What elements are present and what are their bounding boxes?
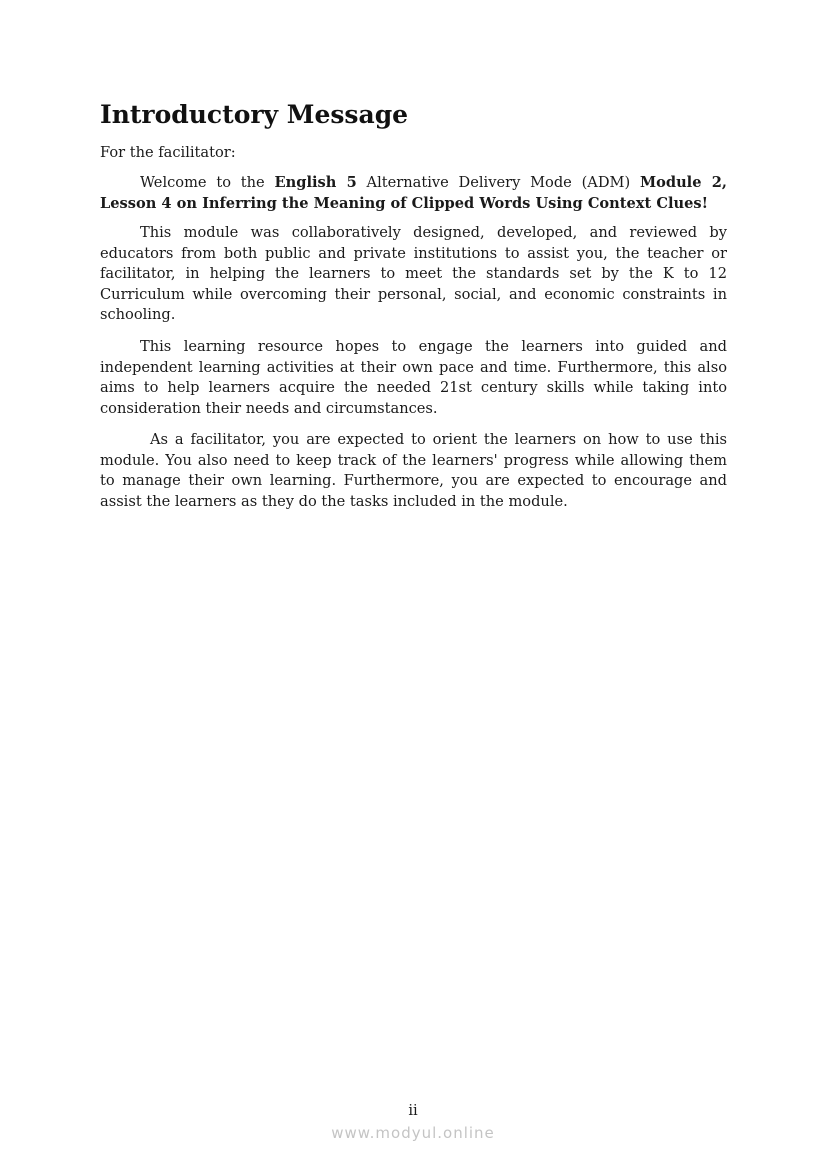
page-title: Introductory Message [100,100,409,129]
facilitator-role-paragraph: As a facilitator, you are expected to orient the learners on how to use this module. You also need to keep track of the learners' progress while allowing them to manage their own learning. Furthermore, you are expected to encourage and assist the learners as they do the tasks included in the module. [100,431,727,510]
subject-name: English 5 [274,174,357,191]
welcome-paragraph [100,173,727,214]
page-number: ii [408,1102,418,1119]
welcome-text-1: Welcome to the [140,174,275,191]
facilitator-label: For the facilitator: [100,144,236,161]
learning-resource-paragraph: This learning resource hopes to engage the learners into guided and independent learning activities at their own pace and time. Furthermore, this also aims to help learners acquire the needed 21st century skills while taking into consideration their needs and circumstances. [100,338,727,417]
welcome-text-2: Alternative Delivery Mode (ADM) [356,174,640,191]
module-description-paragraph: This module was collaboratively designed, developed, and reviewed by educators from both public and private institutions to assist you, the teacher or facilitator, in helping the learners to meet the standards set by the K to 12 Curriculum while overcoming their personal, social, and economic constraints in schooling. [100,224,727,324]
module-lesson-title: Module 2, Lesson 4 on Inferring the Meaning of Clipped Words Using Context Clues! [100,174,727,212]
watermark: www.modyul.online [331,1124,495,1142]
